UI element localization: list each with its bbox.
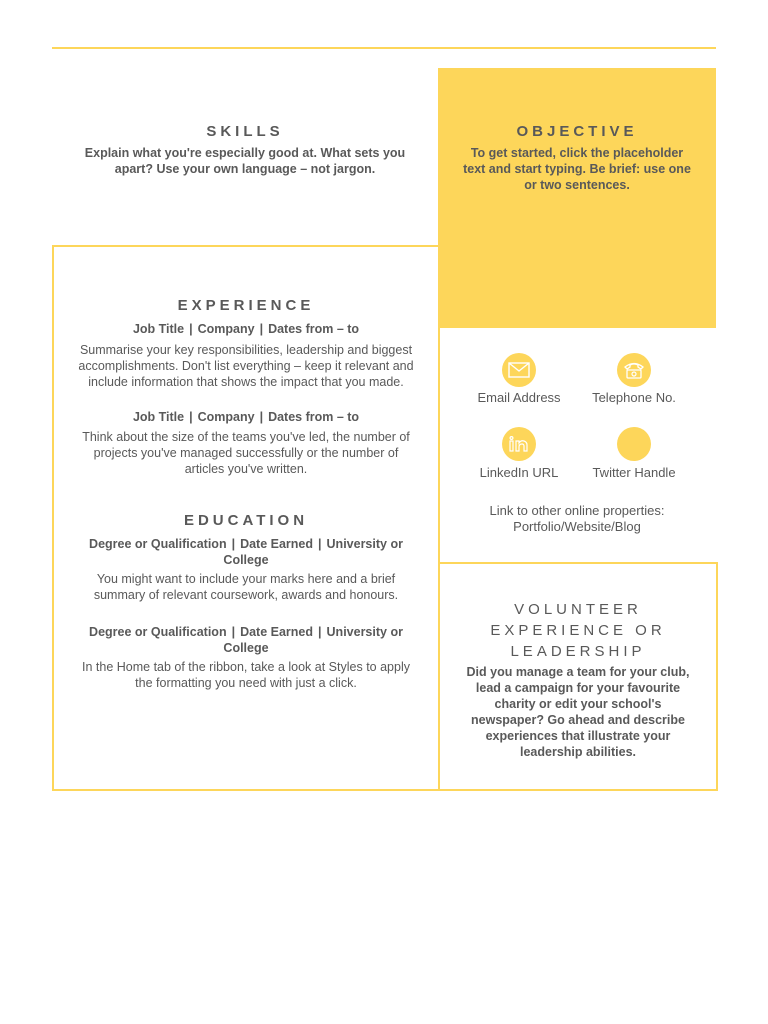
- degree-description[interactable]: In the Home tab of the ribbon, take a look at Styles to apply the formatting you need with just a click.: [82, 660, 410, 690]
- online-properties-line2: Portfolio/Website/Blog: [513, 519, 641, 534]
- envelope-icon: [502, 353, 536, 387]
- job-company: Company: [197, 322, 255, 336]
- degree-description[interactable]: You might want to include your marks here and a brief summary of relevant coursework, awards and honours.: [93, 572, 399, 602]
- skills-section: [52, 68, 438, 246]
- telephone-number[interactable]: Telephone No.: [592, 390, 676, 405]
- linkedin-icon: [502, 427, 536, 461]
- job-description[interactable]: Think about the size of the teams you've led, the number of projects you've managed successfully or the number of articles you've written.: [82, 430, 410, 476]
- degree-heading[interactable]: Degree or Qualification | Date Earned | University or College: [89, 625, 403, 655]
- online-properties-line1: Link to other online properties:: [489, 503, 665, 518]
- job-company: Company: [197, 410, 255, 424]
- objective-section: [438, 68, 716, 328]
- top-divider: [52, 47, 716, 49]
- job-dates: Dates from – to: [268, 410, 360, 424]
- experience-education-box: [52, 245, 440, 791]
- degree-school: University or College: [223, 537, 403, 567]
- objective-title[interactable]: OBJECTIVE: [516, 123, 638, 140]
- skills-text[interactable]: Explain what you're especially good at. What sets you apart? Use your own language – not jargon.: [84, 146, 406, 176]
- job-description[interactable]: Summarise your key responsibilities, leadership and biggest accomplishments. Don't list everything – keep it relevant and include information that shows the impact that you made.: [78, 343, 414, 389]
- degree-date: Date Earned: [240, 537, 314, 551]
- volunteer-title-line2: EXPERIENCE OR: [490, 622, 666, 639]
- degree-date: Date Earned: [240, 625, 314, 639]
- degree-name: Degree or Qualification: [89, 537, 227, 551]
- degree-heading[interactable]: Degree or Qualification | Date Earned | University or College: [89, 537, 403, 567]
- volunteer-title-line1: VOLUNTEER: [514, 601, 642, 618]
- volunteer-text[interactable]: Did you manage a team for your club, lead a campaign for your favourite charity or edit your school's newspaper? Go ahead and describe experiences that illustrate your leadership abilities.: [466, 665, 690, 759]
- twitter-icon: [617, 427, 651, 461]
- job-title: Job Title: [132, 410, 185, 424]
- twitter-handle[interactable]: Twitter Handle: [592, 465, 676, 480]
- experience-title[interactable]: EXPERIENCE: [177, 297, 315, 314]
- job-title: Job Title: [132, 322, 185, 336]
- objective-text[interactable]: To get started, click the placeholder text and start typing. Be brief: use one or two sentences.: [463, 146, 691, 192]
- contact-section: [438, 328, 716, 562]
- education-title[interactable]: EDUCATION: [183, 512, 309, 529]
- volunteer-title[interactable]: [440, 599, 716, 662]
- telephone-icon: [617, 353, 651, 387]
- volunteer-section: [438, 562, 718, 791]
- job-heading[interactable]: Job Title | Company | Dates from – to: [132, 322, 360, 336]
- job-dates: Dates from – to: [268, 322, 360, 336]
- online-properties[interactable]: [448, 503, 706, 535]
- skills-title[interactable]: SKILLS: [206, 123, 284, 140]
- volunteer-title-line3: LEADERSHIP: [510, 643, 646, 660]
- linkedin-url[interactable]: LinkedIn URL: [479, 465, 559, 480]
- degree-school: University or College: [223, 625, 403, 655]
- degree-name: Degree or Qualification: [89, 625, 227, 639]
- email-address[interactable]: Email Address: [477, 390, 561, 405]
- job-heading[interactable]: Job Title | Company | Dates from – to: [132, 410, 360, 424]
